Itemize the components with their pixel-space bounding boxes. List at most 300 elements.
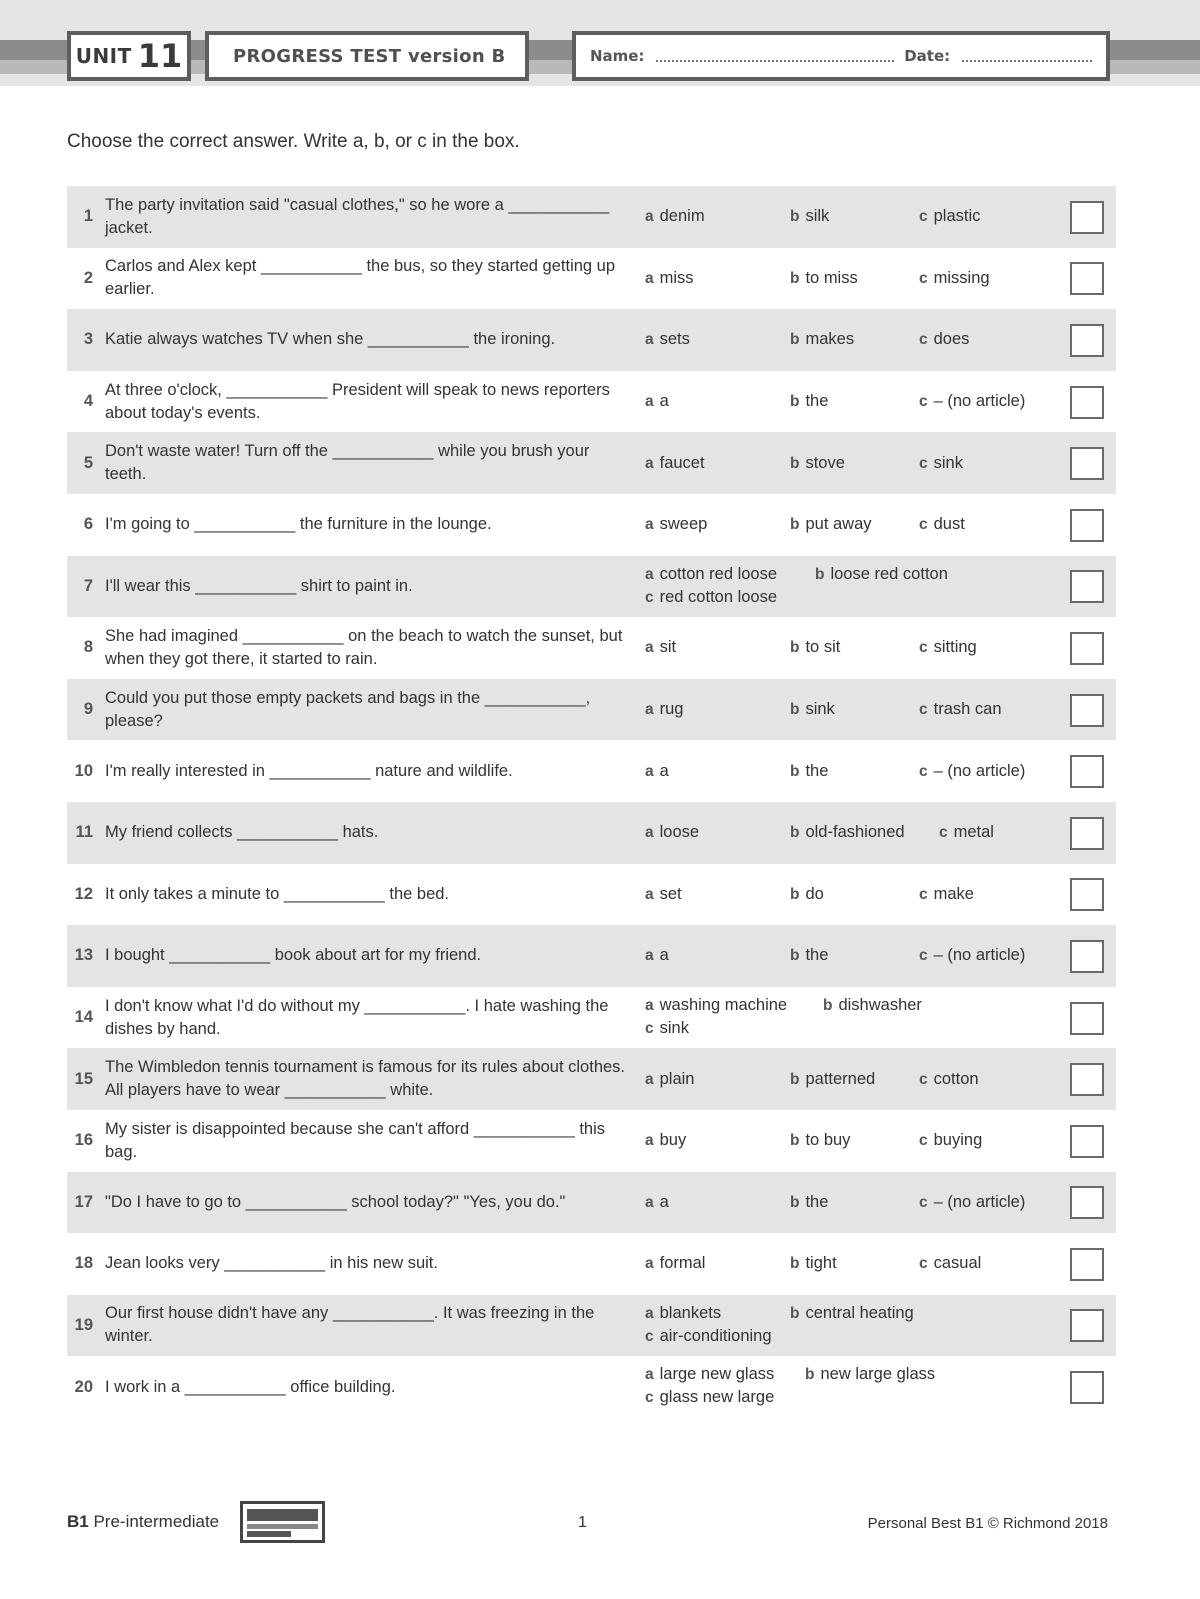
option-letter: b (790, 1132, 800, 1150)
option-text: a (659, 761, 669, 780)
question-row (67, 1356, 1116, 1418)
option-c (919, 1070, 979, 1089)
option-a (645, 994, 787, 1017)
question-text (105, 494, 625, 556)
option-a (645, 823, 699, 842)
question-text-content: I'm going to ___________ the furniture in the lounge. (105, 515, 492, 534)
option-c (919, 638, 977, 657)
question-text-content: My friend collects ___________ hats. (105, 823, 379, 842)
option-text: central heating (805, 1303, 914, 1322)
question-text-content: My sister is disappointed because she can't afford ___________ this bag. (105, 1119, 606, 1161)
unit-label: UNIT (75, 44, 132, 68)
option-c (919, 269, 990, 288)
instruction: Choose the correct answer. Write a, b, or c in the box. (67, 131, 520, 152)
question-text-content: It only takes a minute to ___________ the bed. (105, 884, 450, 903)
test-title: PROGRESS TEST version B (233, 45, 506, 67)
question-text (105, 309, 625, 371)
option-a (645, 269, 694, 288)
option-letter: c (939, 824, 948, 842)
option-b (790, 700, 835, 719)
option-a (645, 1302, 721, 1325)
option-a (645, 638, 676, 657)
option-letter: c (919, 762, 928, 780)
option-text: plain (659, 1069, 695, 1088)
option-text: faucet (659, 453, 705, 472)
question-row (67, 617, 1116, 679)
option-letter: b (790, 208, 800, 226)
option-letter: a (645, 331, 654, 349)
option-letter: a (645, 208, 654, 226)
question-row (67, 1172, 1116, 1234)
question-text-content: I'm really interested in ___________ nature and wildlife. (105, 761, 513, 780)
option-text: denim (659, 207, 705, 226)
option-a (645, 1363, 774, 1386)
option-c (919, 700, 1002, 719)
option-text: to buy (805, 1131, 851, 1150)
option-letter: c (645, 588, 654, 606)
option-letter: b (805, 1366, 815, 1384)
answer-box[interactable] (1070, 1309, 1104, 1342)
answer-box[interactable] (1070, 570, 1104, 603)
question-text (105, 1048, 625, 1110)
personal-best-logo (240, 1501, 325, 1543)
name-label: Name: (590, 47, 645, 65)
question-text (105, 1172, 625, 1234)
answer-options (645, 864, 1065, 926)
answer-options (645, 371, 1065, 433)
question-number: 3 (83, 330, 93, 349)
answer-box[interactable] (1070, 324, 1104, 357)
option-letter: a (645, 516, 654, 534)
option-letter: b (790, 1255, 800, 1273)
option-text: to sit (805, 638, 841, 657)
question-row (67, 802, 1116, 864)
question-number: 4 (83, 392, 93, 411)
option-letter: c (919, 269, 928, 287)
footer-level (67, 1512, 219, 1532)
option-letter: a (645, 1193, 654, 1211)
question-text (105, 371, 625, 433)
question-number: 13 (74, 946, 93, 965)
option-b (790, 823, 905, 842)
option-text: sink (933, 453, 963, 472)
option-text: a (659, 1192, 669, 1211)
option-letter: c (919, 454, 928, 472)
option-text: stove (805, 453, 845, 472)
answer-box[interactable] (1070, 1371, 1104, 1404)
option-text: to miss (805, 268, 858, 287)
option-letter: a (645, 996, 654, 1014)
option-letter: a (645, 1255, 654, 1273)
option-c (919, 1131, 982, 1150)
option-c (919, 207, 980, 226)
question-number: 8 (83, 638, 93, 657)
option-a (645, 1193, 669, 1212)
question-text-content: Katie always watches TV when she ___________ the ironing. (105, 330, 556, 349)
test-title-box (205, 31, 529, 81)
option-b (790, 515, 872, 534)
option-text: trash can (933, 700, 1002, 719)
option-a (645, 885, 682, 904)
option-text: the (805, 392, 829, 411)
question-text-content: Could you put those empty packets and bags in the ___________, please? (105, 688, 591, 730)
option-text: does (933, 330, 970, 349)
option-text: makes (805, 330, 855, 349)
option-text: patterned (805, 1069, 876, 1088)
option-text: the (805, 761, 829, 780)
option-b (790, 1254, 837, 1273)
option-letter: b (790, 947, 800, 965)
question-row (67, 679, 1116, 741)
question-text (105, 556, 625, 618)
answer-box[interactable] (1070, 1248, 1104, 1281)
option-letter: a (645, 393, 654, 411)
option-b (790, 762, 828, 781)
answer-box[interactable] (1070, 817, 1104, 850)
option-letter: a (645, 1132, 654, 1150)
option-letter: a (645, 1366, 654, 1384)
option-b (790, 1193, 828, 1212)
answer-box[interactable] (1070, 1186, 1104, 1219)
question-number: 6 (83, 515, 93, 534)
question-text (105, 1233, 625, 1295)
option-letter: c (919, 639, 928, 657)
option-text: red cotton loose (659, 587, 778, 606)
answer-options (645, 740, 1065, 802)
answer-box[interactable] (1070, 201, 1104, 234)
option-text: a (659, 946, 669, 965)
question-list (67, 186, 1116, 1418)
question-text (105, 248, 625, 310)
option-a (645, 515, 707, 534)
option-c (645, 1017, 689, 1040)
question-text (105, 925, 625, 987)
option-letter: c (645, 1389, 654, 1407)
answer-options (645, 1172, 1065, 1234)
option-text: cotton (933, 1069, 979, 1088)
answer-box[interactable] (1070, 755, 1104, 788)
option-b (790, 1131, 850, 1150)
question-text-content: The Wimbledon tennis tournament is famous for its rules about clothes. All players have to wear ___________ white. (105, 1058, 625, 1100)
option-text: missing (933, 268, 990, 287)
option-c (919, 1193, 1025, 1212)
option-text: a (659, 392, 669, 411)
option-c (645, 586, 777, 609)
option-letter: a (645, 639, 654, 657)
unit-number: 11 (137, 37, 183, 75)
option-text: buying (933, 1131, 983, 1150)
option-text: buy (659, 1131, 687, 1150)
option-a (645, 946, 669, 965)
question-text (105, 1356, 625, 1418)
question-number: 2 (83, 268, 93, 287)
question-text (105, 864, 625, 926)
option-letter: b (790, 269, 800, 287)
option-letter: b (790, 1193, 800, 1211)
option-a (645, 1070, 695, 1089)
question-text (105, 740, 625, 802)
option-c (919, 946, 1025, 965)
question-number: 16 (74, 1131, 93, 1150)
question-text (105, 987, 625, 1049)
question-row (67, 740, 1116, 802)
page-number: 1 (578, 1514, 587, 1531)
option-text: dust (933, 515, 965, 534)
answer-options (645, 494, 1065, 556)
question-row (67, 1048, 1116, 1110)
option-letter: b (790, 762, 800, 780)
option-text: – (no article) (933, 946, 1026, 965)
option-text: sweep (659, 515, 708, 534)
question-text-content: At three o'clock, ___________ President will speak to news reporters about today's events. (105, 380, 610, 422)
option-a (645, 392, 669, 411)
level-code: B1 (67, 1512, 89, 1531)
option-text: blankets (659, 1303, 722, 1322)
option-text: set (659, 884, 682, 903)
option-a (645, 762, 669, 781)
option-b (823, 994, 922, 1017)
option-c (919, 1254, 981, 1273)
question-text-content: Carlos and Alex kept ___________ the bus, so they started getting up earlier. (105, 257, 616, 299)
question-text-content: Don't waste water! Turn off the ___________ while you brush your teeth. (105, 442, 590, 484)
question-number: 19 (74, 1315, 93, 1334)
answer-options (645, 925, 1065, 987)
option-text: cotton red loose (659, 564, 778, 583)
answer-box[interactable] (1070, 878, 1104, 911)
name-field[interactable] (656, 60, 894, 62)
option-b (815, 563, 948, 586)
option-text: miss (659, 268, 694, 287)
answer-box[interactable] (1070, 262, 1104, 295)
option-b (790, 1070, 875, 1089)
option-c (645, 1386, 774, 1409)
question-number: 1 (83, 207, 93, 226)
option-b (790, 207, 829, 226)
option-letter: b (790, 1070, 800, 1088)
option-b (790, 638, 840, 657)
option-text: sitting (933, 638, 977, 657)
option-letter: c (645, 1019, 654, 1037)
option-letter: a (645, 454, 654, 472)
answer-box[interactable] (1070, 694, 1104, 727)
question-row (67, 864, 1116, 926)
answer-box[interactable] (1070, 386, 1104, 419)
question-text-content: I work in a ___________ office building. (105, 1377, 396, 1396)
answer-box[interactable] (1070, 447, 1104, 480)
option-text: formal (659, 1254, 706, 1273)
answer-options (645, 556, 1065, 618)
question-row (67, 1233, 1116, 1295)
option-letter: b (790, 454, 800, 472)
option-letter: b (790, 885, 800, 903)
answer-options (645, 432, 1065, 494)
option-text: rug (659, 700, 684, 719)
option-c (939, 823, 994, 842)
option-letter: b (790, 331, 800, 349)
option-text: sit (659, 638, 677, 657)
question-number: 17 (74, 1192, 93, 1211)
answer-box[interactable] (1070, 1002, 1104, 1035)
option-c (919, 515, 965, 534)
option-text: washing machine (659, 995, 788, 1014)
option-text: air-conditioning (659, 1326, 772, 1345)
option-text: do (805, 884, 824, 903)
question-row (67, 432, 1116, 494)
answer-options (645, 802, 1065, 864)
question-number: 18 (74, 1254, 93, 1273)
option-b (805, 1363, 935, 1386)
option-a (645, 454, 705, 473)
option-c (919, 330, 969, 349)
answer-box[interactable] (1070, 632, 1104, 665)
question-number: 20 (74, 1377, 93, 1396)
question-number: 10 (74, 761, 93, 780)
option-text: sink (659, 1018, 689, 1037)
option-letter: a (645, 1070, 654, 1088)
question-text (105, 186, 625, 248)
question-row (67, 248, 1116, 310)
option-b (790, 1302, 914, 1325)
date-field[interactable] (962, 60, 1092, 62)
option-letter: a (645, 885, 654, 903)
option-text: – (no article) (933, 1192, 1026, 1211)
option-letter: a (645, 269, 654, 287)
option-b (790, 454, 845, 473)
option-text: old-fashioned (805, 823, 905, 842)
option-letter: c (919, 1070, 928, 1088)
option-text: – (no article) (933, 761, 1026, 780)
copyright: Personal Best B1 © Richmond 2018 (867, 1515, 1108, 1532)
answer-box[interactable] (1070, 940, 1104, 973)
answer-options (645, 186, 1065, 248)
option-text: sink (805, 700, 835, 719)
answer-box[interactable] (1070, 1063, 1104, 1096)
question-number: 12 (74, 884, 93, 903)
option-letter: a (645, 824, 654, 842)
option-letter: c (919, 393, 928, 411)
question-text-content: Jean looks very ___________ in his new suit. (105, 1254, 438, 1273)
option-letter: b (790, 393, 800, 411)
option-letter: a (645, 565, 654, 583)
answer-options (645, 1048, 1065, 1110)
option-letter: c (919, 1132, 928, 1150)
option-letter: a (645, 947, 654, 965)
option-letter: c (919, 1255, 928, 1273)
question-text-content: The party invitation said "casual clothes," so he wore a ___________ jacket. (105, 195, 610, 237)
question-row (67, 987, 1116, 1049)
option-letter: c (919, 516, 928, 534)
option-c (919, 454, 963, 473)
answer-box[interactable] (1070, 509, 1104, 542)
option-letter: c (919, 208, 928, 226)
option-letter: b (790, 516, 800, 534)
option-text: loose red cotton (830, 564, 948, 583)
level-name: Pre-intermediate (93, 1512, 220, 1531)
option-b (790, 885, 824, 904)
option-letter: b (790, 824, 800, 842)
question-number: 11 (75, 823, 93, 842)
answer-options (645, 248, 1065, 310)
option-text: the (805, 1192, 829, 1211)
answer-options (645, 1356, 1065, 1418)
option-text: new large glass (820, 1365, 936, 1384)
date-label: Date: (904, 47, 951, 65)
option-text: metal (953, 823, 994, 842)
option-letter: c (919, 947, 928, 965)
answer-options (645, 679, 1065, 741)
option-text: plastic (933, 207, 981, 226)
option-text: loose (659, 823, 700, 842)
option-b (790, 392, 828, 411)
option-c (919, 885, 974, 904)
question-row (67, 556, 1116, 618)
question-text (105, 802, 625, 864)
option-a (645, 1131, 686, 1150)
option-text: dishwasher (838, 995, 922, 1014)
question-text (105, 679, 625, 741)
option-a (645, 330, 690, 349)
question-row (67, 1110, 1116, 1172)
question-row (67, 925, 1116, 987)
answer-box[interactable] (1070, 1125, 1104, 1158)
option-text: casual (933, 1254, 982, 1273)
question-number: 15 (74, 1069, 93, 1088)
option-letter: a (645, 762, 654, 780)
answer-options (645, 617, 1065, 679)
option-text: – (no article) (933, 392, 1026, 411)
option-letter: b (790, 639, 800, 657)
question-row (67, 494, 1116, 556)
option-a (645, 563, 777, 586)
option-text: large new glass (659, 1365, 775, 1384)
option-a (645, 700, 683, 719)
question-text-content: Our first house didn't have any ___________. It was freezing in the winter. (105, 1304, 595, 1346)
question-text-content: I don't know what I'd do without my ___________. I hate washing the dishes by hand. (105, 996, 609, 1038)
question-text (105, 1110, 625, 1172)
option-letter: a (645, 701, 654, 719)
question-text-content: "Do I have to go to ___________ school today?" "Yes, you do." (105, 1192, 566, 1211)
question-row (67, 371, 1116, 433)
option-a (645, 207, 705, 226)
option-text: sets (659, 330, 690, 349)
question-row (67, 1295, 1116, 1357)
option-text: the (805, 946, 829, 965)
question-number: 7 (83, 576, 93, 595)
option-b (790, 330, 854, 349)
question-text-content: I'll wear this ___________ shirt to paint in. (105, 576, 413, 595)
option-letter: b (823, 996, 833, 1014)
option-text: put away (805, 515, 872, 534)
question-text-content: She had imagined ___________ on the beach to watch the sunset, but when they got there, it started to rain. (105, 626, 623, 668)
question-row (67, 186, 1116, 248)
option-letter: a (645, 1304, 654, 1322)
answer-options (645, 1110, 1065, 1172)
answer-options (645, 309, 1065, 371)
question-number: 9 (83, 700, 93, 719)
option-b (790, 269, 858, 288)
question-number: 5 (83, 453, 93, 472)
option-letter: c (919, 701, 928, 719)
option-text: silk (805, 207, 830, 226)
option-letter: c (919, 885, 928, 903)
option-a (645, 1254, 705, 1273)
option-letter: c (919, 331, 928, 349)
answer-options (645, 1233, 1065, 1295)
option-c (645, 1325, 772, 1348)
answer-options (645, 987, 1065, 1049)
option-c (919, 762, 1025, 781)
question-text (105, 617, 625, 679)
